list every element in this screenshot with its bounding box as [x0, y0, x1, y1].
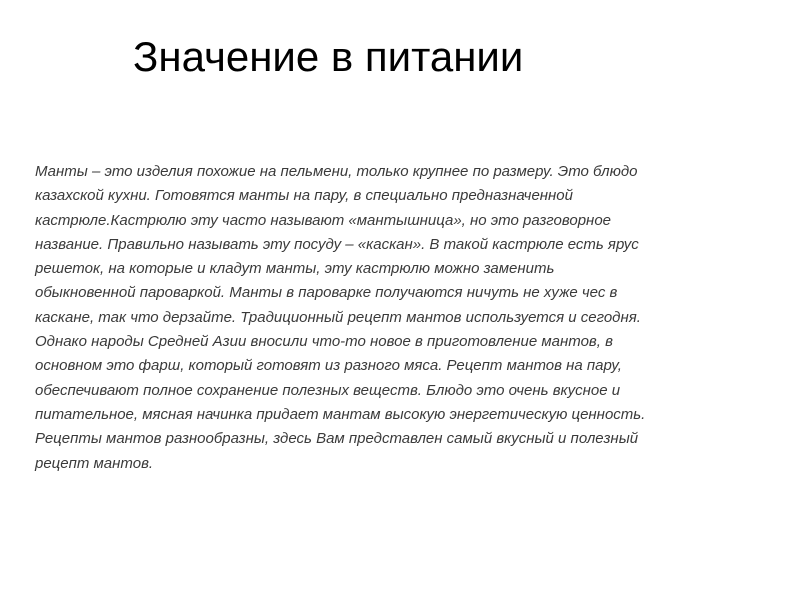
paragraph-line: основном это фарш, который готовят из разного мяса. Рецепт мантов на пару, [35, 357, 622, 375]
paragraph-line: обыкновенной пароваркой. Манты в пароварке получаются ничуть не хуже чес в [35, 284, 618, 302]
slide-title: Значение в питании [133, 33, 524, 80]
body-paragraph [35, 160, 795, 476]
paragraph-line: обеспечивают полное сохранение полезных веществ. Блюдо это очень вкусное и [35, 381, 621, 399]
paragraph-line: казахской кухни. Готовятся манты на пару, в специально предназначенной [35, 187, 573, 205]
paragraph-line: Рецепты мантов разнообразны, здесь Вам представлен самый вкусный и полезный [35, 430, 639, 448]
paragraph-line: каскане, так что дерзайте. Традиционный рецепт мантов используется и сегодня. [35, 308, 641, 326]
paragraph-line: кастрюле.Кастрюлю эту часто называют «мантышница», но это разговорное [35, 211, 611, 229]
paragraph-line: питательное, мясная начинка придает мантам высокую энергетическую ценность. [35, 405, 646, 423]
paragraph-line: рецепт мантов. [35, 454, 154, 472]
paragraph-line: название. Правильно называть эту посуду – «каскан». В такой кастрюле есть ярус [35, 235, 639, 253]
paragraph-line: Манты – это изделия похожие на пельмени, только крупнее по размеру. Это блюдо [35, 163, 638, 180]
paragraph-line: Однако народы Средней Азии вносили что-то новое в приготовление мантов, в [35, 333, 613, 351]
paragraph-line: решеток, на которые и кладут манты, эту кастрюлю можно заменить [35, 260, 555, 278]
